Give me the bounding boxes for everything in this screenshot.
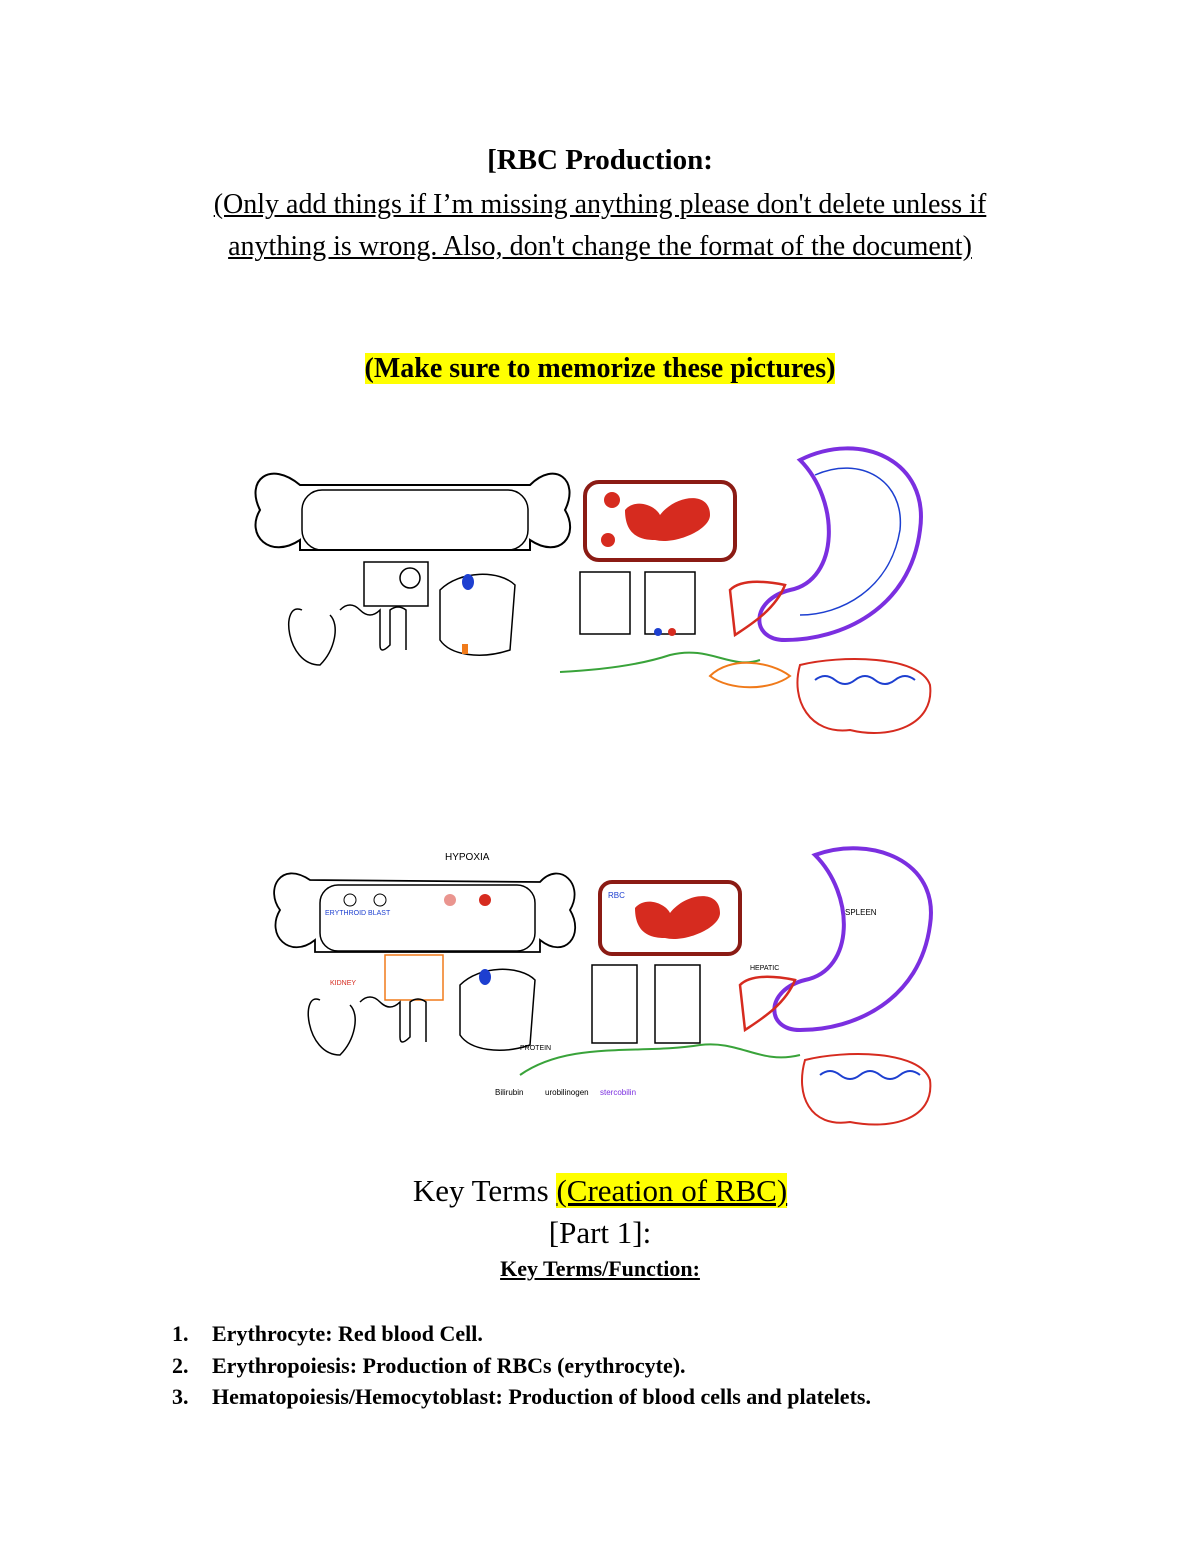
label-bilirubin: Bilirubin (495, 1088, 524, 1097)
cell-stage-1 (344, 894, 356, 906)
key-term-number: 3. (172, 1384, 189, 1409)
label-urobilinogen: urobilinogen (545, 1088, 589, 1097)
stomach-annotated (774, 848, 931, 1030)
red-dot-1 (668, 628, 676, 636)
label-protein: PROTEIN (520, 1045, 552, 1052)
liver-red-annotated (740, 977, 795, 1030)
cell-nucleus (400, 568, 420, 588)
label-kidney: KIDNEY (330, 980, 357, 987)
tubule-annotated (360, 997, 426, 1042)
nephron-tubule (340, 605, 406, 650)
kidney-annotated (308, 999, 355, 1055)
cell-stage-3 (444, 894, 456, 906)
key-term-text: Hematopoiesis/Hemocytoblast: Production of blood cells and platelets. (212, 1384, 871, 1409)
blue-dot-1 (654, 628, 662, 636)
orange-receptor (462, 644, 468, 654)
cell-box-right (645, 572, 695, 634)
blue-receptor (462, 574, 474, 590)
key-term-number: 1. (172, 1321, 189, 1346)
memorize-reminder (0, 350, 1200, 388)
blue-receptor-annotated (479, 969, 491, 985)
label-hypoxia: HYPOXIA (445, 852, 490, 863)
red-cell-outline (797, 659, 930, 733)
box-right-annotated (655, 965, 700, 1043)
orange-pancreas (710, 663, 790, 687)
blue-membrane (815, 676, 915, 684)
red-liver (730, 582, 785, 635)
key-term-item (172, 1318, 871, 1350)
label-spleen: SPLEEN (845, 908, 877, 917)
cell-stage-4 (479, 894, 491, 906)
key-terms-heading (0, 1170, 1200, 1212)
key-term-item (172, 1381, 871, 1413)
key-terms-heading-highlight: (Creation of RBC) (556, 1173, 788, 1208)
key-term-text: Erythropoiesis: Production of RBCs (erythrocyte). (212, 1352, 686, 1378)
label-erythroid-blast: ERYTHROID BLAST (325, 910, 391, 917)
key-terms-list (172, 1318, 871, 1413)
editing-note-line-1: (Only add things if I’m missing anything please don't delete unless if (213, 189, 987, 220)
orange-box (385, 955, 443, 1000)
cell-box-left (580, 572, 630, 634)
blank-rbc-production-diagram (240, 440, 940, 745)
label-hepatic: HEPATIC (750, 965, 780, 972)
key-term-item (172, 1350, 871, 1382)
key-term-number: 2. (172, 1352, 189, 1378)
key-terms-heading-text: Key Terms (412, 1173, 557, 1208)
box-left-annotated (592, 965, 637, 1043)
intestine-annotated (520, 1044, 800, 1075)
part-heading: [Part 1]: (548, 1215, 652, 1250)
editing-note (0, 184, 1200, 268)
liver-outline (440, 574, 515, 655)
blue-stomach-lining (800, 468, 900, 615)
rbc-small-1 (604, 492, 620, 508)
rbc-small-2 (601, 533, 615, 547)
label-rbc: RBC (608, 891, 625, 900)
rbc-cluster (625, 498, 710, 541)
rbc-cluster-annotated (635, 896, 720, 939)
document-title: [RBC Production: (487, 144, 713, 176)
memorize-reminder-text: (Make sure to memorize these pictures) (364, 353, 836, 384)
liver-annotated (460, 969, 535, 1050)
cell-stage-2 (374, 894, 386, 906)
annotated-rbc-production-diagram (270, 840, 940, 1130)
red-cell-annotated (802, 1054, 930, 1125)
label-stercobilin: stercobilin (600, 1088, 637, 1097)
kidney-shape (289, 609, 335, 665)
key-terms-function-subheading: Key Terms/Function: (500, 1256, 700, 1281)
blue-membrane-annotated (820, 1071, 920, 1079)
bone-marrow-cavity (302, 490, 528, 550)
green-intestine (560, 653, 760, 672)
editing-note-line-2: anything is wrong. Also, don't change the format of the document) (228, 231, 972, 262)
key-term-text: Erythrocyte: Red blood Cell. (212, 1321, 483, 1346)
